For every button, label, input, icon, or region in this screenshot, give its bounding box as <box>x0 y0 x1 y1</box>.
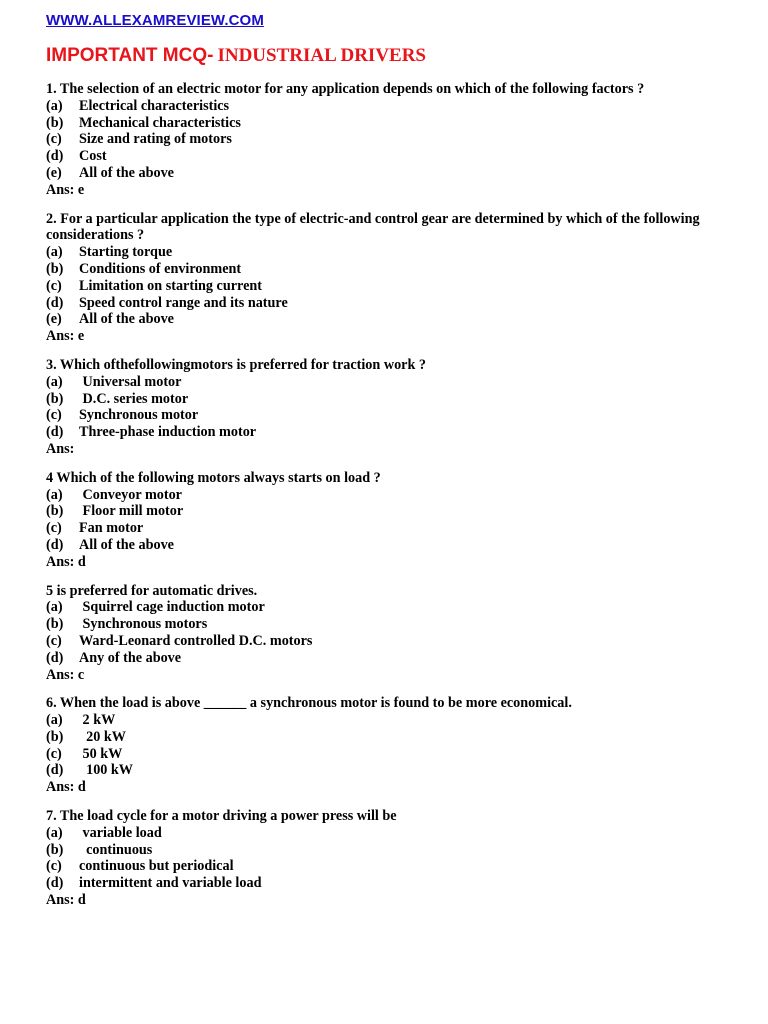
answer-line: Ans: d <box>46 892 86 909</box>
option-key: (d) <box>46 424 64 441</box>
option-key: (c) <box>46 407 62 424</box>
question-text: 4 Which of the following motors always starts on load ? <box>46 469 381 486</box>
answer-line: Ans: d <box>46 553 86 570</box>
question-block <box>46 357 726 458</box>
answer-line: Ans: e <box>46 181 85 198</box>
option-key: (a) <box>46 373 63 390</box>
option-key: (b) <box>46 260 64 277</box>
option-text: Mechanical characteristics <box>79 114 241 131</box>
option-key: (d) <box>46 649 64 666</box>
option-text: intermittent and variable load <box>79 875 262 892</box>
option-text: 100 kW <box>79 762 133 779</box>
option-text: All of the above <box>79 536 174 553</box>
option-text: Starting torque <box>79 244 173 261</box>
option-key: (b) <box>46 503 64 520</box>
option-row <box>46 261 726 278</box>
question-text: 3. Which ofthefollowingmotors is preferred for traction work ? <box>46 356 426 373</box>
option-row <box>46 503 726 520</box>
title-part-topic: INDUSTRIAL DRIVERS <box>217 45 426 66</box>
option-text: Conveyor motor <box>79 486 182 503</box>
option-row <box>46 374 726 391</box>
option-row <box>46 762 726 779</box>
option-key: (d) <box>46 875 64 892</box>
site-link[interactable]: WWW.ALLEXAMREVIEW.COM <box>46 12 264 29</box>
option-text: Electrical characteristics <box>79 97 230 114</box>
option-key: (d) <box>46 762 64 779</box>
option-row <box>46 131 726 148</box>
option-key: (c) <box>46 745 62 762</box>
option-text: Synchronous motor <box>79 407 199 424</box>
option-row <box>46 311 726 328</box>
option-row <box>46 407 726 424</box>
question-text: 2. For a particular application the type of electric-and control gear are determined by which of the following considerations ? <box>46 210 700 244</box>
question-text: 1. The selection of an electric motor for any application depends on which of the following factors ? <box>46 81 645 97</box>
option-key: (a) <box>46 97 63 114</box>
question-block <box>46 695 726 796</box>
option-row <box>46 875 726 892</box>
option-row <box>46 391 726 408</box>
option-text: Cost <box>79 148 107 165</box>
option-row <box>46 165 726 182</box>
option-text: Floor mill motor <box>79 503 184 520</box>
option-key: (a) <box>46 486 63 503</box>
option-key: (a) <box>46 712 63 729</box>
option-key: (d) <box>46 148 64 165</box>
option-key: (c) <box>46 858 62 875</box>
page-title <box>46 45 426 67</box>
option-row <box>46 650 726 667</box>
option-key: (a) <box>46 244 63 261</box>
option-text: 2 kW <box>79 712 116 729</box>
option-row <box>46 278 726 295</box>
option-text: 20 kW <box>79 728 126 745</box>
option-key: (b) <box>46 841 64 858</box>
option-text: Three-phase induction motor <box>79 424 257 441</box>
option-row <box>46 487 726 504</box>
option-text: continuous but periodical <box>79 858 234 875</box>
option-row <box>46 599 726 616</box>
option-key: (b) <box>46 114 64 131</box>
question-text: 5 is preferred for automatic drives. <box>46 582 258 599</box>
answer-line: Ans: c <box>46 666 85 683</box>
option-row <box>46 295 726 312</box>
option-key: (e) <box>46 311 62 328</box>
option-text: D.C. series motor <box>79 390 189 407</box>
option-row <box>46 244 726 261</box>
question-list <box>46 81 726 921</box>
question-text: 7. The load cycle for a motor driving a power press will be <box>46 808 397 825</box>
option-row <box>46 616 726 633</box>
option-key: (d) <box>46 294 64 311</box>
option-key: (d) <box>46 536 64 553</box>
question-block <box>46 211 726 345</box>
option-key: (c) <box>46 632 62 649</box>
option-row <box>46 98 726 115</box>
question-block <box>46 583 726 684</box>
option-key: (a) <box>46 824 63 841</box>
option-row <box>46 842 726 859</box>
option-text: Squirrel cage induction motor <box>79 599 265 616</box>
option-row <box>46 858 726 875</box>
option-row <box>46 729 726 746</box>
option-row <box>46 746 726 763</box>
option-text: Conditions of environment <box>79 260 242 277</box>
option-text: Synchronous motors <box>79 616 208 633</box>
option-text: All of the above <box>79 164 174 181</box>
question-block <box>46 808 726 909</box>
option-row <box>46 712 726 729</box>
option-text: Size and rating of motors <box>79 131 232 148</box>
option-row <box>46 520 726 537</box>
answer-line: Ans: <box>46 440 75 457</box>
option-row <box>46 825 726 842</box>
answer-line: Ans: d <box>46 779 86 796</box>
option-key: (c) <box>46 131 62 148</box>
option-text: variable load <box>79 824 162 841</box>
option-row <box>46 115 726 132</box>
option-row <box>46 148 726 165</box>
option-text: Universal motor <box>79 373 182 390</box>
question-block <box>46 81 726 199</box>
option-text: Fan motor <box>79 520 144 537</box>
option-text: Limitation on starting current <box>79 277 262 294</box>
option-row <box>46 633 726 650</box>
option-key: (c) <box>46 520 62 537</box>
option-text: 50 kW <box>79 745 123 762</box>
option-key: (a) <box>46 599 63 616</box>
option-text: Any of the above <box>79 649 182 666</box>
option-key: (e) <box>46 164 62 181</box>
option-row <box>46 537 726 554</box>
question-block <box>46 470 726 571</box>
option-text: Ward-Leonard controlled D.C. motors <box>79 632 313 649</box>
option-key: (c) <box>46 277 62 294</box>
title-part-important-mcq: IMPORTANT MCQ- <box>46 45 214 66</box>
option-key: (b) <box>46 728 64 745</box>
question-text: 6. When the load is above ______ a synchronous motor is found to be more economical. <box>46 695 572 712</box>
answer-line: Ans: e <box>46 328 85 345</box>
option-key: (b) <box>46 616 64 633</box>
option-text: All of the above <box>79 311 174 328</box>
option-text: Speed control range and its nature <box>79 294 288 311</box>
option-key: (b) <box>46 390 64 407</box>
option-text: continuous <box>79 841 153 858</box>
option-row <box>46 424 726 441</box>
